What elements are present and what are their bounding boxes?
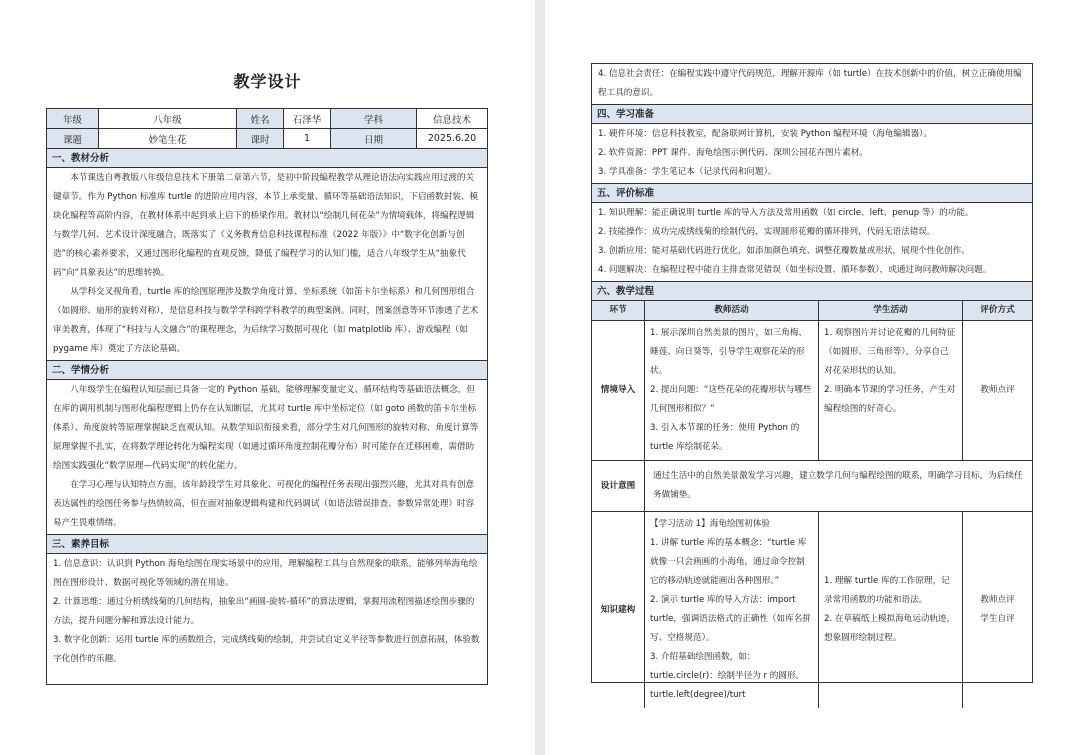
table-row	[592, 461, 1032, 512]
list-item: 2. 技能操作：成功完成绣线菊的绘制代码，实现圆形花瓣的循环排列，代码无语法错误。	[598, 227, 936, 237]
list-item: 3. 介绍基础绘图函数，如：turtle.circle(r)：绘制半径为 r 的圆形。turtle.left(degree)/turt	[650, 652, 805, 700]
list-item: 2. 在草稿纸上模拟海龟运动轨迹，想象圆形绘制过程。	[824, 614, 956, 643]
section-body-learners	[47, 380, 487, 535]
info-row-2	[47, 129, 487, 149]
list-item: 2. 软件资源：PPT 课件、海龟绘图示例代码、深圳公园花卉图片素材。	[598, 148, 868, 158]
list-item: 1. 信息意识：认识到 Python 海龟绘图在现实场景中的应用，理解编程工具与自然现象的联系，能够列举海龟绘图在图形设计、数据可视化等领域的潜在用途。	[53, 559, 478, 588]
lesson-table-right	[591, 63, 1033, 700]
stage-cell: 情境导入	[592, 321, 645, 460]
document-page-left	[0, 0, 535, 755]
evaluation-method: 教师点评	[980, 595, 1015, 605]
list-item: 2. 计算思维：通过分析绣线菊的几何结构，抽象出“画圆-旋转-循环”的算法逻辑，掌握用流程图描述绘图步骤的方法，提升问题分解和算法设计能力。	[53, 597, 475, 626]
student-activity-cell	[819, 321, 963, 460]
list-item: 2. 明确本节课的学习任务，产生对编程绘图的好奇心。	[824, 385, 956, 414]
section-body-evaluation	[592, 203, 1032, 282]
evaluation-method: 学生自评	[980, 614, 1015, 624]
list-item: 1. 观察图片并讨论花瓣的几何特征（如圆形、三角形等），分享自己对花朵形状的认知。	[824, 328, 956, 376]
evaluation-cell: 教师点评	[980, 385, 1015, 395]
hours-label: 课时	[237, 129, 284, 148]
teacher-activity-cell	[645, 512, 819, 708]
page-title: 教学设计	[233, 72, 302, 91]
name-value: 石泽华	[284, 109, 331, 128]
list-item: 3. 数字化创新：运用 turtle 库的函数组合，完成绣线菊的绘制，并尝试自定义半径等参数进行创意拓展，体验数字化创作的乐趣。	[53, 635, 480, 664]
subject-label: 学科	[331, 109, 417, 128]
section-body-preparation	[592, 124, 1032, 184]
topic-label: 课题	[47, 129, 99, 148]
grade-value: 八年级	[99, 109, 237, 128]
table-row	[592, 512, 1032, 708]
list-item: 2. 提出问题：“这些花朵的花瓣形状与哪些几何图形相似？”	[650, 385, 812, 414]
info-row-1	[47, 109, 487, 129]
stage-cell: 知识建构	[592, 512, 645, 708]
list-item: 1. 理解 turtle 库的工作原理，记录常用函数的功能和语法。	[824, 576, 950, 605]
process-table-header	[592, 301, 1032, 321]
teacher-activity-cell	[645, 321, 819, 460]
list-item: 3. 引入本节课的任务：使用 Python 的 turtle 库绘制花朵。	[650, 423, 800, 452]
grade-label: 年级	[47, 109, 99, 128]
column-header-student: 学生活动	[819, 301, 963, 320]
column-header-evaluation: 评价方式	[963, 301, 1032, 320]
document-page-right	[545, 0, 1080, 755]
list-item: 2. 演示 turtle 库的导入方法：import turtle，强调语法格式的正确性（如库名拼写、空格规范）。	[650, 595, 811, 643]
section-heading-preparation: 四、学习准备	[592, 105, 1032, 124]
topic-value: 妙笔生花	[99, 129, 237, 148]
paragraph: 从学科交叉视角看，turtle 库的绘图原理涉及数学角度计算、坐标系统（如笛卡尔坐标系）和几何图形组合（如圆形、扇形的旋转对称），是信息科技与数学学科跨学科教学的典型案例。同时，图案创意等环节渗透了艺术审美教育，体现了“科技与人文融合”的课程理念，为后续学习数据可视化（如 matplotlib 库）、游戏编程（如 pygame 库）奠定了方法论基础。	[53, 287, 479, 354]
list-item: 3. 创新应用：能对基础代码进行优化，如添加颜色填充、调整花瓣数量或形状，展现个性化创作。	[598, 246, 970, 256]
table-row	[592, 321, 1032, 461]
section-heading-process: 六、教学过程	[592, 282, 1032, 301]
list-item: 3. 学具准备：学生笔记本（记录代码和问题）。	[598, 167, 777, 177]
list-item: 1. 知识理解：能正确说明 turtle 库的导入方法及常用函数（如 circle、left、penup 等）的功能。	[598, 208, 974, 218]
section-heading-evaluation: 五、评价标准	[592, 184, 1032, 203]
lesson-table-left	[46, 108, 488, 685]
paragraph: 八年级学生在编程认知层面已具备一定的 Python 基础，能够理解变量定义、循环结构等基础语法概念，但在库的调用机制与图形化编程逻辑上仍存在认知断层，尤其对 turtle 库中坐标定位（如 goto 函数的笛卡尔坐标体系）、角度旋转等原理掌握缺乏直观认知。从数学知识衔接来看，部分学生对几何图形的旋转对称、角度计算等原理掌握不扎实，在将数学理论转化为编程实现（如通过循环角度控制花瓣分布）时可能存在迁移困难，需借助绘图实践强化“数学原理—代码实现”的转化能力。	[53, 385, 479, 471]
column-header-stage: 环节	[592, 301, 645, 320]
section-heading-material: 一、教材分析	[47, 149, 487, 168]
student-activity-cell	[819, 512, 963, 708]
goals-continued	[592, 64, 1032, 105]
list-item: 1. 硬件环境：信息科技教室，配备联网计算机，安装 Python 编程环境（海龟编辑器）。	[598, 129, 933, 139]
evaluation-cell	[963, 512, 1032, 708]
subject-value: 信息技术	[432, 114, 471, 126]
hours-value: 1	[284, 129, 331, 148]
list-item: 4. 信息社会责任：在编程实践中遵守代码规范，理解开源库（如 turtle）在技术创新中的价值，树立正确使用编程工具的意识。	[598, 69, 1022, 98]
stage-cell: 设计意图	[592, 461, 645, 511]
name-label: 姓名	[237, 109, 284, 128]
list-item: 1. 讲解 turtle 库的基本概念：“turtle 库就像一只会画画的小海龟，通过命令控制它的移动轨迹就能画出各种图形。”	[650, 538, 807, 586]
section-body-goals	[47, 554, 487, 670]
date-value: 2025.6.20	[427, 133, 477, 144]
section-body-material	[47, 168, 487, 361]
activity-title: 【学习活动 1】海龟绘图初体验	[650, 519, 770, 529]
section-heading-learners: 二、学情分析	[47, 361, 487, 380]
date-label: 日期	[331, 129, 417, 148]
list-item: 4. 问题解决：在编程过程中能自主排查常见错误（如坐标设置、循环参数），或通过询问教师解决问题。	[598, 265, 992, 275]
column-header-teacher: 教师活动	[645, 301, 819, 320]
design-intent-cell: 通过生活中的自然美景激发学习兴趣，建立数学几何与编程绘图的联系，明确学习目标，为后续任务做铺垫。	[653, 471, 1023, 500]
paragraph: 在学习心理与认知特点方面，该年龄段学生对具象化、可视化的编程任务表现出强烈兴趣，尤其对具有创意表达属性的绘图任务参与热情较高，但在面对抽象逻辑构建和代码调试（如语法错误排查、参数异常处理）时容易产生畏难情绪。	[53, 480, 475, 528]
section-heading-goals: 三、素养目标	[47, 535, 487, 554]
paragraph: 本节课选自粤教版八年级信息技术下册第二章第六节，是初中阶段编程教学从理论语法向实践应用过渡的关键章节。作为 Python 标准库 turtle 的进阶应用内容，本节上承变量、循环等基础语法知识，下启函数封装、模块化编程等高阶内容，在教材体系中起到承上启下的桥梁作用。教材以“绘制几何花朵”为情境载体，将编程逻辑与数学几何、艺术设计深度融合，既落实了《义务教育信息科技课程标准（2022 年版）》中“数字化创新与创造”的核心素养要求，又通过图形化编程的直观反馈，降低了编程学习的认知门槛，适合八年级学生从“抽象代码”向“具象表达”的思维转换。	[53, 173, 479, 278]
list-item: 1. 展示深圳自然美景的图片，如三角梅、睡莲、向日葵等，引导学生观察花朵的形状。	[650, 328, 808, 376]
